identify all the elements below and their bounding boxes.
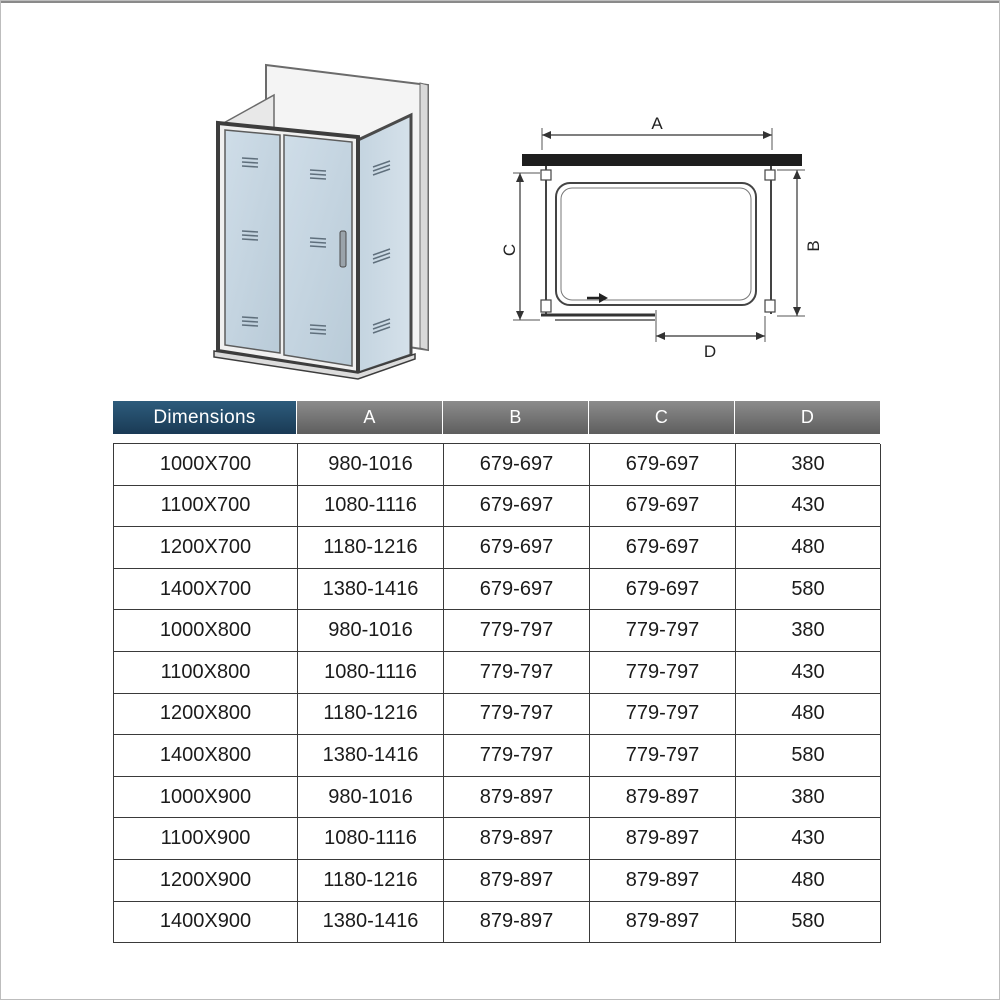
table-b-cell: 879-897 [444, 860, 590, 902]
table-b-cell: 779-797 [444, 610, 590, 652]
table-d-cell: 380 [736, 777, 881, 819]
table-body [113, 443, 880, 943]
table-a-cell: 980-1016 [298, 610, 444, 652]
table-c-cell: 779-797 [590, 694, 736, 736]
table-c-cell: 879-897 [590, 777, 736, 819]
table-b-cell: 879-897 [444, 902, 590, 944]
table-b-cell: 679-697 [444, 569, 590, 611]
table-a-cell: 980-1016 [298, 444, 444, 486]
table-b-cell: 779-797 [444, 735, 590, 777]
table-size-cell: 1400X800 [114, 735, 298, 777]
table-header [113, 401, 880, 434]
dimension-b-label: B [804, 240, 823, 252]
table-size-cell: 1400X900 [114, 902, 298, 944]
table-size-cell: 1100X900 [114, 818, 298, 860]
table-c-cell: 879-897 [590, 902, 736, 944]
table-d-cell: 380 [736, 610, 881, 652]
table-b-cell: 679-697 [444, 486, 590, 528]
table-size-cell: 1200X700 [114, 527, 298, 569]
header-c: C [589, 401, 735, 434]
top-rule [0, 0, 1000, 3]
table-d-cell: 430 [736, 486, 881, 528]
table-size-cell: 1100X800 [114, 652, 298, 694]
table-b-cell: 679-697 [444, 527, 590, 569]
header-dimensions: Dimensions [113, 401, 297, 434]
header-a: A [297, 401, 443, 434]
dimension-a-label: A [651, 114, 663, 133]
table-c-cell: 679-697 [590, 486, 736, 528]
shower-enclosure-illustration [200, 55, 445, 385]
table-a-cell: 1080-1116 [298, 486, 444, 528]
side-glass-panel [358, 115, 411, 373]
table-a-cell: 1080-1116 [298, 818, 444, 860]
header-d: D [735, 401, 880, 434]
table-size-cell: 1200X800 [114, 694, 298, 736]
table-size-cell: 1400X700 [114, 569, 298, 611]
table-size-cell: 1200X900 [114, 860, 298, 902]
table-d-cell: 430 [736, 652, 881, 694]
table-d-cell: 480 [736, 860, 881, 902]
dimension-c-label: C [500, 243, 519, 257]
table-a-cell: 1180-1216 [298, 527, 444, 569]
header-b: B [443, 401, 589, 434]
table-size-cell: 1000X800 [114, 610, 298, 652]
table-c-cell: 879-897 [590, 818, 736, 860]
table-d-cell: 480 [736, 527, 881, 569]
table-d-cell: 580 [736, 735, 881, 777]
table-c-cell: 879-897 [590, 860, 736, 902]
table-c-cell: 679-697 [590, 569, 736, 611]
dimensions-table [113, 401, 880, 943]
table-d-cell: 480 [736, 694, 881, 736]
table-c-cell: 679-697 [590, 527, 736, 569]
table-b-cell: 879-897 [444, 777, 590, 819]
table-b-cell: 679-697 [444, 444, 590, 486]
table-a-cell: 1380-1416 [298, 735, 444, 777]
table-a-cell: 1180-1216 [298, 694, 444, 736]
dimension-d-label: D [703, 342, 717, 361]
table-d-cell: 430 [736, 818, 881, 860]
table-b-cell: 779-797 [444, 652, 590, 694]
table-a-cell: 1080-1116 [298, 652, 444, 694]
table-c-cell: 779-797 [590, 735, 736, 777]
table-a-cell: 1180-1216 [298, 860, 444, 902]
table-d-cell: 580 [736, 569, 881, 611]
table-size-cell: 1000X900 [114, 777, 298, 819]
table-c-cell: 679-697 [590, 444, 736, 486]
table-b-cell: 879-897 [444, 818, 590, 860]
table-a-cell: 980-1016 [298, 777, 444, 819]
table-d-cell: 580 [736, 902, 881, 944]
fixed-glass-panel [225, 130, 280, 353]
shower-tray [556, 183, 756, 305]
table-d-cell: 380 [736, 444, 881, 486]
table-a-cell: 1380-1416 [298, 902, 444, 944]
table-c-cell: 779-797 [590, 610, 736, 652]
table-c-cell: 779-797 [590, 652, 736, 694]
table-size-cell: 1000X700 [114, 444, 298, 486]
table-a-cell: 1380-1416 [298, 569, 444, 611]
plan-view-diagram [495, 110, 835, 370]
table-b-cell: 779-797 [444, 694, 590, 736]
door-handle [340, 231, 346, 267]
wall-bar [522, 154, 802, 166]
table-size-cell: 1100X700 [114, 486, 298, 528]
